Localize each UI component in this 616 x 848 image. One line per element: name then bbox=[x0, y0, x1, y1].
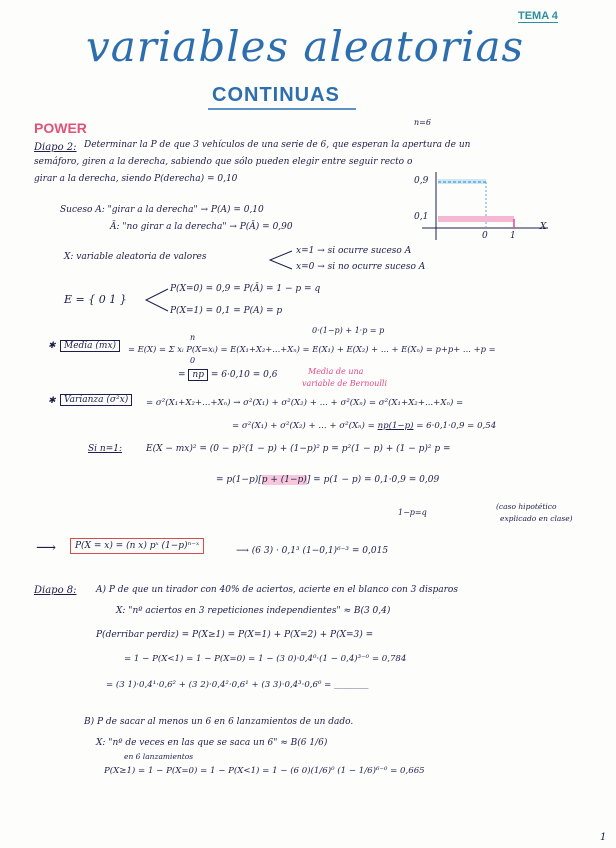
media-label: Media (mx) bbox=[60, 340, 120, 352]
diapo8-label: Diapo 8: bbox=[34, 585, 77, 596]
varianza-label: Varianza (σ²x) bbox=[60, 394, 132, 406]
page-subtitle: CONTINUAS bbox=[212, 84, 340, 106]
diapo2-line3: girar a la derecha, siendo P(derecha) = 0,10 bbox=[34, 174, 238, 184]
media-np-boxed: np bbox=[188, 369, 208, 381]
diapo8-a-line5: = (3 1)·0,4¹·0,6² + (3 2)·0,4²·0,6¹ + (3 3)·0,4³·0,6⁰ = ________ bbox=[106, 680, 369, 690]
page-title: variables aleatorias bbox=[86, 22, 525, 71]
diapo2-line1: Determinar la P de que 3 vehículos de una serie de 6, que esperan la apertura de un bbox=[84, 140, 471, 150]
x-definition: X: variable aleatoria de valores bbox=[64, 252, 207, 262]
case-note-1: (caso hipotético bbox=[496, 502, 557, 511]
suceso-abar: Ā: "no girar a la derecha" → P(Ā) = 0,90 bbox=[110, 222, 293, 232]
diapo8-b-line3: P(X≥1) = 1 − P(X=0) = 1 − P(X<1) = 1 − (6 0)(1/6)⁰ (1 − 1/6)⁶⁻⁰ = 0,665 bbox=[104, 766, 425, 776]
diapo8-b-line1: B) P de sacar al menos un 6 en 6 lanzamientos de un dado. bbox=[84, 717, 354, 727]
media-top-line: 0·(1−p) + 1·p = p bbox=[312, 326, 385, 335]
formula-arrow: ⟶ bbox=[36, 540, 57, 556]
x-equals-0: x=0 → si no ocurre suceso A bbox=[296, 262, 426, 272]
binomial-result: ⟶ (6 3) · 0,1³ (1−0,1)⁶⁻³ = 0,015 bbox=[236, 546, 389, 556]
n1-highlight: p + (1−p) bbox=[261, 475, 307, 485]
varianza-line1: = σ²(X₁+X₂+...+Xₙ) → σ²(X₁) + σ²(X₂) + ... + σ²(Xₙ) = σ²(X₁+X₂+...+Xₙ) = bbox=[146, 398, 464, 408]
graph-axis-label: X bbox=[540, 222, 547, 232]
x-equals-1: x=1 → si ocurre suceso A bbox=[296, 246, 412, 256]
graph-y2: 0,1 bbox=[414, 212, 429, 222]
suceso-a: Suceso A: "girar a la derecha" → P(A) = 0,10 bbox=[60, 205, 264, 215]
prob-x0: P(X=0) = 0,9 = P(Ā) = 1 − p = q bbox=[170, 284, 321, 294]
varianza-formula: np(1−p) bbox=[377, 421, 414, 431]
media-line2-prefix: = bbox=[178, 370, 189, 380]
varianza-result: = 6·0,1·0,9 = 0,54 bbox=[413, 421, 497, 431]
varianza-line2-prefix: = σ²(X₁) + σ²(X₂) + ... + σ²(Xₙ) = bbox=[232, 421, 378, 431]
diapo2-line2: semáforo, giren a la derecha, sabiendo que sólo pueden elegir entre seguir recto o bbox=[34, 157, 413, 167]
graph-bar-1 bbox=[438, 216, 514, 222]
graph-x0: 0 bbox=[482, 231, 488, 241]
section-power: POWER bbox=[34, 120, 87, 136]
media-line1: = E(X) = Σ xᵢ P(X=xᵢ) = E(X₁+X₂+...+Xₙ) = E(X₁) + E(X₂) + ... + E(Xₙ) = p+p+ ... +p = bbox=[128, 344, 496, 354]
diapo8-a-line1: A) P de que un tirador con 40% de aciertos, acierte en el blanco con 3 disparos bbox=[96, 585, 458, 595]
tema-label: TEMA 4 bbox=[518, 10, 558, 22]
media-note-2: variable de Bernoulli bbox=[302, 379, 388, 388]
n1-line2-result: ] = p(1 − p) = 0,1·0,9 = 0,09 bbox=[306, 475, 440, 485]
page-number: 1 bbox=[600, 832, 607, 843]
n1-line2-prefix: = p(1−p)[ bbox=[216, 475, 262, 485]
n-note: n=6 bbox=[414, 118, 431, 127]
n1-line2 bbox=[216, 475, 439, 485]
varianza-line2 bbox=[232, 421, 496, 431]
media-note-1: Media de una bbox=[308, 367, 364, 376]
n1-line1: E(X − mx)² = (0 − p)²(1 − p) + (1−p)² p = p²(1 − p) + (1 − p)² p = bbox=[146, 444, 451, 454]
diapo8-b-line2b: en 6 lanzamientos bbox=[124, 752, 194, 761]
brace-x bbox=[264, 248, 294, 272]
binomial-formula: P(X = x) = (n x) pˣ (1−p)ⁿ⁻ˣ bbox=[70, 538, 204, 554]
n1-label: Si n=1: bbox=[88, 444, 123, 454]
media-bullet: ✱ bbox=[48, 341, 56, 351]
diapo8-b-line2: X: "nº de veces en las que se saca un 6" ≈ B(6 1/6) bbox=[96, 738, 328, 748]
media-line2 bbox=[178, 370, 277, 380]
sum-top: n bbox=[190, 333, 196, 342]
graph-x1: 1 bbox=[510, 231, 516, 241]
subtitle-underline bbox=[208, 106, 358, 112]
sum-bottom: 0 bbox=[190, 356, 196, 365]
varianza-bullet: ✱ bbox=[48, 396, 56, 406]
diapo2-label: Diapo 2: bbox=[34, 142, 77, 153]
diapo8-a-line4: = 1 − P(X<1) = 1 − P(X=0) = 1 − (3 0)·0,4⁰·(1 − 0,4)³⁻⁰ = 0,784 bbox=[124, 654, 407, 664]
n1-arrow-note: 1−p=q bbox=[398, 508, 427, 517]
media-line2-result: = 6·0,10 = 0,6 bbox=[207, 370, 278, 380]
prob-x1: P(X=1) = 0,1 = P(A) = p bbox=[170, 306, 283, 316]
brace-e bbox=[140, 285, 170, 315]
case-note-2: explicado en clase) bbox=[500, 514, 573, 523]
sample-space: E = { 0 1 } bbox=[64, 293, 127, 306]
diapo8-a-line2: X: "nº aciertos en 3 repeticiones independientes" ≈ B(3 0,4) bbox=[116, 606, 391, 616]
graph-y1: 0,9 bbox=[414, 176, 429, 186]
diapo8-a-line3: P(derribar perdiz) = P(X≥1) = P(X=1) + P(X=2) + P(X=3) = bbox=[96, 630, 374, 640]
